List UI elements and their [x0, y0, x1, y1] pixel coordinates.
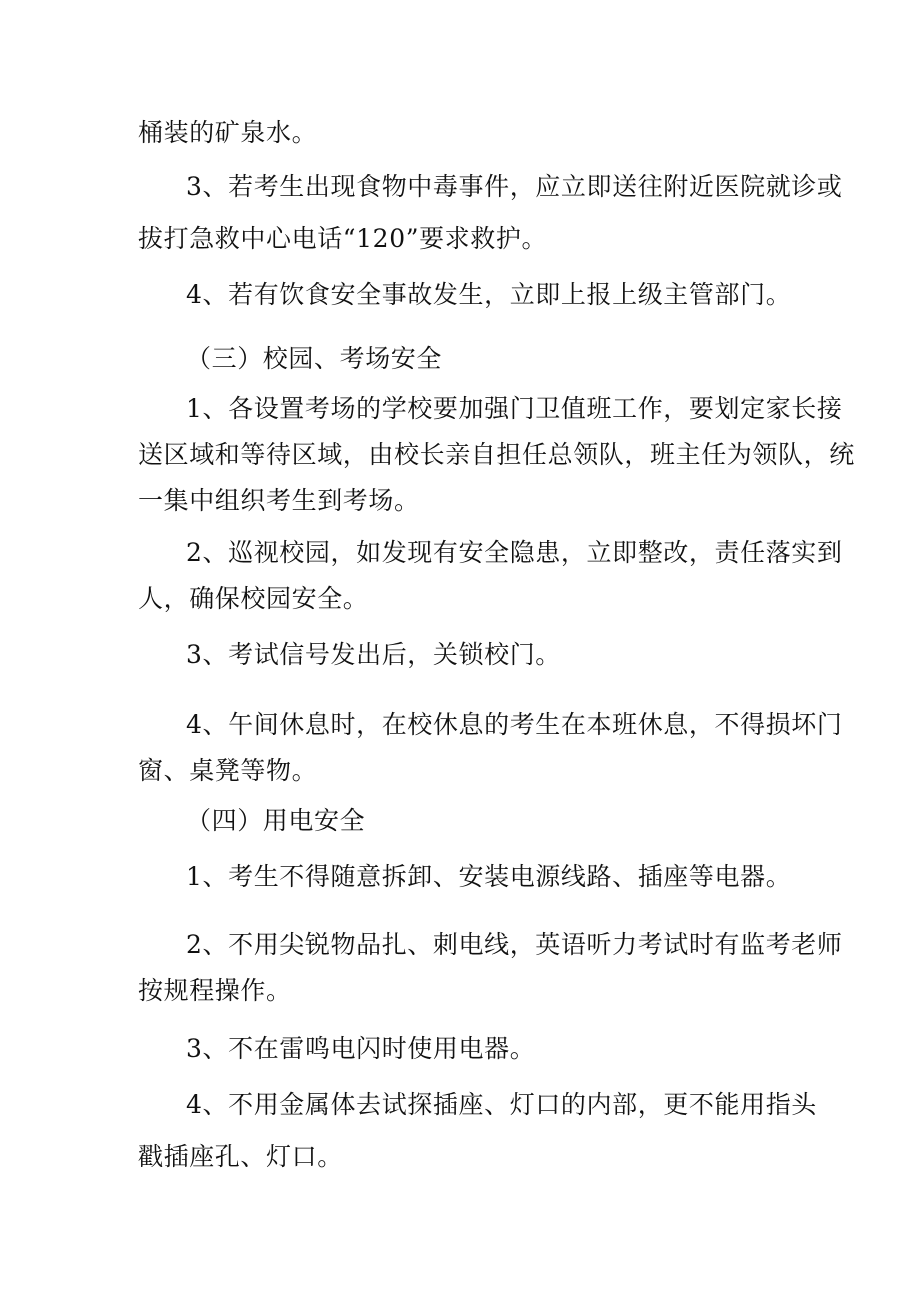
text-line-3: 拔打急救中心电话“120”要求救护。 [138, 224, 548, 253]
text-line-15: 1、考生不得随意拆卸、安装电源线路、插座等电器。 [186, 862, 792, 891]
text-line-11: 3、考试信号发出后，关锁校门。 [186, 640, 561, 669]
text-line-2: 3、若考生出现食物中毒事件，应立即送往附近医院就诊或 [186, 172, 843, 201]
text-line-16: 2、不用尖锐物品扎、刺电线，英语听力考试时有监考老师 [186, 930, 843, 959]
text-line-6: 1、各设置考场的学校要加强门卫值班工作，要划定家长接 [186, 394, 843, 423]
section-heading-electricity: （四）用电安全 [186, 806, 366, 835]
text-line-18: 3、不在雷鸣电闪时使用电器。 [186, 1034, 536, 1063]
text-line-10: 人，确保校园安全。 [138, 584, 369, 613]
text-line-12: 4、午间休息时，在校休息的考生在本班休息，不得损坏门 [186, 710, 843, 739]
text-line-4: 4、若有饮食安全事故发生，立即上报上级主管部门。 [186, 280, 792, 309]
text-line-20: 戳插座孔、灯口。 [138, 1142, 343, 1171]
section-heading-campus: （三）校园、考场安全 [186, 344, 443, 373]
text-line-1: 桶装的矿泉水。 [138, 118, 318, 147]
text-line-8: 一集中组织考生到考场。 [138, 486, 420, 515]
text-line-7: 送区域和等待区域，由校长亲自担任总领队，班主任为领队，统 [138, 440, 855, 469]
text-line-17: 按规程操作。 [138, 976, 292, 1005]
text-line-19: 4、不用金属体去试探插座、灯口的内部，更不能用指头 [186, 1090, 817, 1119]
text-line-9: 2、巡视校园，如发现有安全隐患，立即整改，责任落实到 [186, 538, 843, 567]
text-line-13: 窗、桌凳等物。 [138, 756, 318, 785]
